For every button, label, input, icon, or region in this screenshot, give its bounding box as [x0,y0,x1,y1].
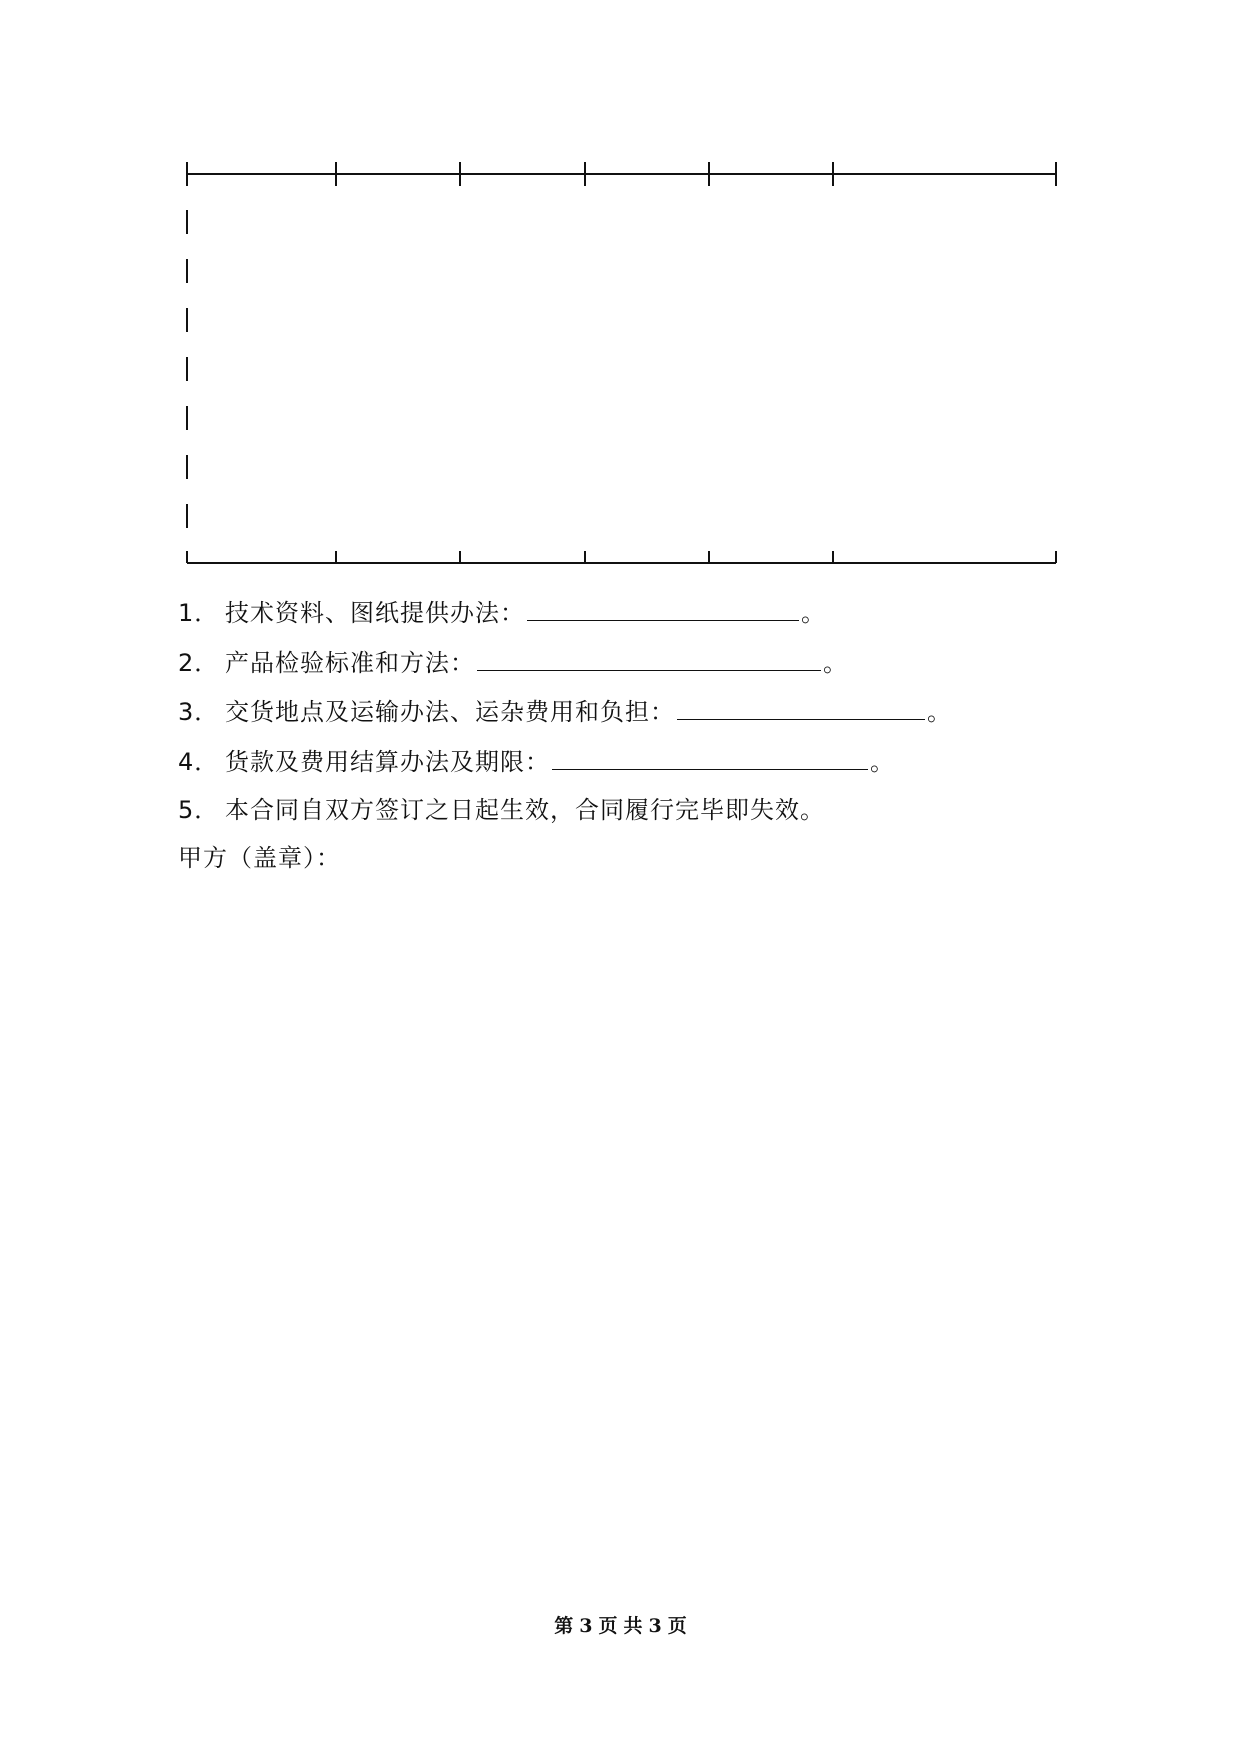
footer-word: 页 [667,1615,687,1637]
fill-in-blank[interactable] [552,747,868,770]
clause-text: 产品检验标准和方法： [225,649,475,677]
clause-text: 货款及费用结算办法及期限： [225,748,550,776]
clause-delivery-transport [178,697,952,727]
footer-word: 页 [598,1615,618,1637]
clause-end: 。 [927,698,952,726]
clause-technical-documents [178,598,826,628]
clause-text: 交货地点及运输办法、运杂费用和负担： [225,698,675,726]
clause-inspection-standards [178,648,848,678]
clause-number: 5． [178,796,220,824]
footer-word: 第 [554,1615,574,1637]
clause-end: 。 [801,599,826,627]
page-footer [0,1614,1241,1638]
clause-number: 4． [178,748,220,776]
clause-text: 技术资料、图纸提供办法： [225,599,525,627]
clause-end: 。 [823,649,848,677]
clause-number: 3． [178,698,220,726]
page-number: 3 [579,1615,593,1637]
total-pages: 3 [648,1615,662,1637]
clause-text: 本合同自双方签订之日起生效，合同履行完毕即失效。 [225,796,825,824]
clause-end: 。 [870,748,895,776]
party-a-signature-label: 甲方（盖章）： [178,844,341,872]
fill-in-blank[interactable] [477,648,821,671]
fill-in-blank[interactable] [527,598,799,621]
clause-number: 1． [178,599,220,627]
clause-effectiveness [178,795,825,825]
clause-number: 2． [178,649,220,677]
clause-payment-settlement [178,747,895,777]
footer-word: 共 [623,1615,643,1637]
fill-in-blank[interactable] [677,697,925,720]
